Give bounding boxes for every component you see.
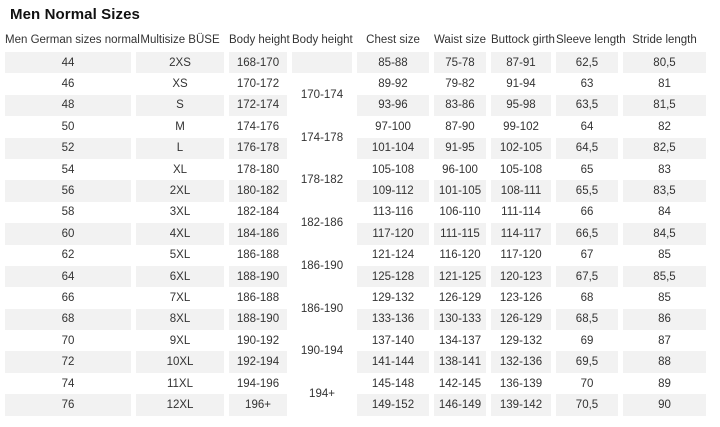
- cell-buttock: 117-120: [500, 249, 542, 262]
- cell-buse: M: [175, 120, 185, 133]
- cell-buse: 11XL: [166, 377, 193, 390]
- cell-buse: 10XL: [136, 351, 224, 372]
- cell-buse: 2XS: [136, 52, 224, 73]
- cell-height: 172-174: [229, 95, 287, 116]
- cell-sleeve: 62,5: [556, 52, 618, 73]
- cell-buttock: 105-108: [499, 163, 543, 176]
- cell-buttock: 111-114: [501, 206, 541, 219]
- cell-waist: 126-129: [438, 291, 482, 304]
- table-row: [5, 73, 706, 94]
- cell-stride: 82,5: [623, 138, 706, 159]
- cell-stride: 90: [623, 394, 706, 415]
- column-header-sleeve-length: Sleeve length: [556, 34, 626, 46]
- table-row: [5, 373, 706, 394]
- cell-waist: 87-90: [445, 120, 475, 133]
- cell-waist: 75-78: [434, 52, 486, 73]
- cell-stride: 85: [658, 249, 671, 262]
- table-row: [5, 95, 706, 116]
- cell-height: 196+: [229, 394, 287, 415]
- cell-stride: 88: [623, 351, 706, 372]
- cell-sleeve: 65: [580, 163, 594, 176]
- column-header-buttock-girth: Buttock girth: [491, 34, 555, 46]
- cell-buse: XS: [172, 78, 188, 91]
- table-row: [5, 202, 706, 223]
- cell-buttock: 126-129: [491, 309, 551, 330]
- cell-stride: 81,5: [623, 95, 706, 116]
- cell-chest: 93-96: [357, 95, 429, 116]
- cell-buse: 4XL: [136, 223, 224, 244]
- cell-sleeve: 66: [580, 206, 594, 219]
- cell-height: 176-178: [229, 138, 287, 159]
- cell-height: 186-188: [236, 291, 280, 304]
- cell-buse: 3XL: [169, 206, 191, 219]
- cell-german: 46: [61, 78, 75, 91]
- cell-chest: 137-140: [371, 334, 415, 347]
- cell-chest: 133-136: [357, 309, 429, 330]
- cell-body-height-group: 174-178: [292, 116, 352, 159]
- cell-buse: XL: [172, 163, 188, 176]
- cell-buttock: 102-105: [491, 138, 551, 159]
- cell-body-height-group: 190-194: [292, 330, 352, 373]
- cell-sleeve: 65,5: [556, 180, 618, 201]
- table-row: [5, 52, 706, 73]
- cell-buttock: 120-123: [491, 266, 551, 287]
- cell-waist: 96-100: [442, 163, 478, 176]
- cell-height: 170-172: [236, 78, 280, 91]
- table-row: [5, 138, 706, 159]
- cell-german: 70: [61, 334, 75, 347]
- cell-chest: 85-88: [357, 52, 429, 73]
- column-header-waist-size: Waist size: [434, 34, 486, 46]
- cell-waist: 116-120: [439, 249, 481, 262]
- table-row: [5, 180, 706, 201]
- cell-buse: 2XL: [136, 180, 224, 201]
- cell-chest: 129-132: [371, 291, 415, 304]
- cell-stride: 85: [658, 291, 671, 304]
- cell-buse: 7XL: [169, 291, 191, 304]
- column-header-multisize-buse: Multisize BÜSE: [140, 34, 220, 46]
- cell-stride: 84: [658, 206, 671, 219]
- cell-height: 192-194: [229, 351, 287, 372]
- cell-body-height-group: 186-190: [292, 245, 352, 288]
- cell-chest: 101-104: [357, 138, 429, 159]
- cell-stride: 81: [658, 78, 671, 91]
- table-row: [5, 116, 706, 137]
- cell-chest: 141-144: [357, 351, 429, 372]
- cell-chest: 89-92: [378, 78, 408, 91]
- cell-sleeve: 67: [580, 249, 594, 262]
- header-row: [5, 28, 706, 52]
- cell-buttock: 95-98: [491, 95, 551, 116]
- column-header-stride-length: Stride length: [632, 34, 697, 46]
- cell-body-height-group: 170-174: [292, 73, 352, 116]
- cell-buttock: 91-94: [506, 78, 536, 91]
- cell-sleeve: 70,5: [556, 394, 618, 415]
- cell-stride: 84,5: [623, 223, 706, 244]
- page-title: Men Normal Sizes: [10, 6, 140, 23]
- cell-waist: 83-86: [434, 95, 486, 116]
- cell-chest: 121-124: [371, 249, 415, 262]
- cell-height: 182-184: [236, 206, 280, 219]
- column-header-body-height-2: Body height: [292, 34, 353, 46]
- cell-height: 188-190: [229, 309, 287, 330]
- cell-buttock: 132-136: [491, 351, 551, 372]
- cell-buse: 6XL: [136, 266, 224, 287]
- cell-height: 180-182: [229, 180, 287, 201]
- cell-stride: 83: [658, 163, 671, 176]
- table-row: [5, 330, 706, 351]
- cell-waist: 134-137: [438, 334, 482, 347]
- cell-sleeve: 66,5: [556, 223, 618, 244]
- cell-german: 52: [5, 138, 131, 159]
- cell-sleeve: 70: [580, 377, 594, 390]
- cell-german: 48: [5, 95, 131, 116]
- cell-buttock: 136-139: [499, 377, 543, 390]
- cell-chest: 105-108: [371, 163, 415, 176]
- cell-waist: 138-141: [434, 351, 486, 372]
- cell-waist: 101-105: [434, 180, 486, 201]
- table-row: [5, 394, 706, 415]
- column-header-german-sizes: Men German sizes normal: [5, 34, 140, 46]
- cell-german: 62: [61, 249, 75, 262]
- cell-german: 76: [5, 394, 131, 415]
- cell-sleeve: 68,5: [556, 309, 618, 330]
- cell-sleeve: 63: [580, 78, 594, 91]
- cell-chest: 117-120: [357, 223, 429, 244]
- cell-chest: 97-100: [375, 120, 411, 133]
- cell-chest: 109-112: [357, 180, 429, 201]
- table-row: [5, 223, 706, 244]
- cell-chest: 113-116: [372, 206, 414, 219]
- cell-buse: 9XL: [169, 334, 191, 347]
- column-header-chest-size: Chest size: [366, 34, 420, 46]
- cell-height: 188-190: [229, 266, 287, 287]
- cell-german: 64: [5, 266, 131, 287]
- cell-german: 54: [61, 163, 75, 176]
- cell-body-height-group: 178-182: [292, 159, 352, 202]
- cell-waist: 146-149: [434, 394, 486, 415]
- cell-stride: 80,5: [623, 52, 706, 73]
- table-row: [5, 287, 706, 308]
- cell-buse: 12XL: [136, 394, 224, 415]
- cell-body-height-group: 186-190: [292, 287, 352, 330]
- cell-stride: 83,5: [623, 180, 706, 201]
- cell-chest: 149-152: [357, 394, 429, 415]
- column-header-body-height-1: Body height: [229, 34, 290, 46]
- cell-stride: 85,5: [623, 266, 706, 287]
- cell-buttock: 129-132: [499, 334, 543, 347]
- cell-sleeve: 63,5: [556, 95, 618, 116]
- table-row: [5, 266, 706, 287]
- cell-stride: 82: [658, 120, 671, 133]
- cell-german: 44: [5, 52, 131, 73]
- cell-german: 50: [61, 120, 75, 133]
- cell-german: 56: [5, 180, 131, 201]
- cell-stride: 87: [658, 334, 671, 347]
- cell-buttock: 123-126: [499, 291, 543, 304]
- cell-chest: 145-148: [371, 377, 415, 390]
- cell-chest: 125-128: [357, 266, 429, 287]
- cell-body-height-group: 194+: [292, 373, 352, 416]
- size-table: [0, 28, 711, 416]
- cell-german: 72: [5, 351, 131, 372]
- cell-height: 178-180: [236, 163, 280, 176]
- table-row: [5, 159, 706, 180]
- cell-sleeve: 64: [580, 120, 594, 133]
- cell-buttock: 99-102: [503, 120, 539, 133]
- cell-height: 190-192: [236, 334, 280, 347]
- cell-sleeve: 69,5: [556, 351, 618, 372]
- cell-waist: 142-145: [438, 377, 482, 390]
- cell-waist: 106-110: [439, 206, 481, 219]
- cell-height: 168-170: [229, 52, 287, 73]
- cell-waist: 91-95: [434, 138, 486, 159]
- cell-buttock: 114-117: [491, 223, 551, 244]
- cell-height: 184-186: [229, 223, 287, 244]
- cell-stride: 89: [658, 377, 671, 390]
- cell-buse: 5XL: [169, 249, 191, 262]
- cell-body-height-group: [292, 52, 352, 73]
- cell-waist: 121-125: [434, 266, 486, 287]
- cell-german: 58: [61, 206, 75, 219]
- cell-sleeve: 67,5: [556, 266, 618, 287]
- table-row: [5, 309, 706, 330]
- cell-stride: 86: [623, 309, 706, 330]
- cell-buttock: 108-111: [491, 180, 551, 201]
- cell-waist: 111-115: [434, 223, 486, 244]
- cell-height: 174-176: [236, 120, 280, 133]
- cell-buse: 8XL: [136, 309, 224, 330]
- cell-body-height-group: 182-186: [292, 202, 352, 245]
- cell-german: 68: [5, 309, 131, 330]
- cell-german: 66: [61, 291, 75, 304]
- table-row: [5, 351, 706, 372]
- cell-german: 60: [5, 223, 131, 244]
- cell-buse: L: [136, 138, 224, 159]
- cell-buttock: 139-142: [491, 394, 551, 415]
- cell-sleeve: 69: [580, 334, 594, 347]
- cell-waist: 79-82: [445, 78, 475, 91]
- cell-sleeve: 68: [580, 291, 594, 304]
- cell-height: 194-196: [236, 377, 280, 390]
- cell-german: 74: [61, 377, 75, 390]
- cell-buse: S: [136, 95, 224, 116]
- cell-sleeve: 64,5: [556, 138, 618, 159]
- cell-buttock: 87-91: [491, 52, 551, 73]
- cell-waist: 130-133: [434, 309, 486, 330]
- cell-height: 186-188: [236, 249, 280, 262]
- table-row: [5, 245, 706, 266]
- size-table-body: [5, 52, 706, 416]
